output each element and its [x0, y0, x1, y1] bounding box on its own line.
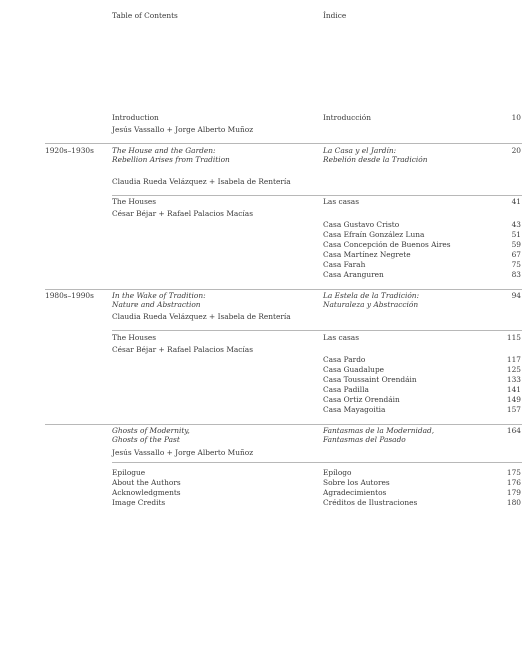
section-3-authors: Jesús Vassallo + Jorge Alberto Muñoz: [112, 448, 254, 457]
house-page: 59: [511, 240, 521, 249]
section-1-houses-en: The Houses: [112, 197, 157, 206]
house-page: 141: [506, 385, 521, 394]
house-page: 117: [506, 355, 521, 364]
house-page: 51: [511, 230, 521, 239]
section-3-title-es-1: Fantasmas de la Modernidad,: [323, 426, 435, 435]
house-page: 133: [506, 375, 521, 384]
toc-heading-es: Índice: [323, 11, 347, 20]
section-1-title-es-1: La Casa y el Jardín:: [323, 146, 397, 155]
intro-authors: Jesús Vassallo + Jorge Alberto Muñoz: [112, 125, 254, 134]
house-page: 157: [506, 405, 521, 414]
section-3-title-es-2: Fantasmas del Pasado: [323, 435, 406, 444]
back-matter-page: 180: [506, 498, 521, 507]
back-matter-en: Epilogue: [112, 468, 146, 477]
house-page: 67: [511, 250, 521, 259]
back-matter-page: 175: [506, 468, 521, 477]
house-name: Casa Martínez Negrete: [323, 250, 411, 259]
house-page: 43: [511, 220, 521, 229]
section-2-title-en-2: Nature and Abstraction: [112, 300, 201, 309]
intro-title-en: Introduction: [112, 113, 159, 122]
section-1-rule: [45, 143, 522, 144]
section-1-period: 1920s–1930s: [45, 146, 94, 155]
back-matter-rule: [112, 462, 522, 463]
house-name: Casa Farah: [323, 260, 366, 269]
section-2-period: 1980s–1990s: [45, 291, 94, 300]
house-name: Casa Toussaint Orendáin: [323, 375, 417, 384]
back-matter-en: Image Credits: [112, 498, 166, 507]
section-1-title-en-2: Rebellion Arises from Tradition: [112, 155, 230, 164]
section-2-authors: Claudia Rueda Velázquez + Isabela de Rentería: [112, 312, 291, 321]
house-page: 125: [506, 365, 521, 374]
section-1-houses-page: 41: [511, 197, 521, 206]
intro-page: 10: [511, 113, 521, 122]
house-name: Casa Pardo: [323, 355, 366, 364]
section-1-page: 20: [511, 146, 521, 155]
house-name: Casa Concepción de Buenos Aires: [323, 240, 451, 249]
section-2-page: 94: [511, 291, 521, 300]
house-name: Casa Padilla: [323, 385, 369, 394]
house-name: Casa Gustavo Cristo: [323, 220, 400, 229]
section-3-title-en-2: Ghosts of the Past: [112, 435, 180, 444]
section-3-title-en-1: Ghosts of Modernity,: [112, 426, 190, 435]
section-2-title-es-1: La Estela de la Tradición:: [323, 291, 420, 300]
house-name: Casa Efraín González Luna: [323, 230, 425, 239]
section-2-title-es-2: Naturaleza y Abstracción: [323, 300, 419, 309]
section-2-houses-page: 115: [506, 333, 521, 342]
section-2-rule: [45, 289, 522, 290]
house-page: 149: [506, 395, 521, 404]
section-1-houses-es: Las casas: [323, 197, 359, 206]
section-1-title-es-2: Rebelión desde la Tradición: [323, 155, 428, 164]
house-page: 75: [511, 260, 521, 269]
section-1-houses-rule: [112, 195, 522, 196]
back-matter-en: About the Authors: [112, 478, 181, 487]
back-matter-es: Agradecimientos: [323, 488, 387, 497]
back-matter-es: Sobre los Autores: [323, 478, 390, 487]
intro-title-es: Introducción: [323, 113, 371, 122]
house-name: Casa Ortiz Orendáin: [323, 395, 400, 404]
section-3-page: 164: [506, 426, 521, 435]
section-2-houses-en: The Houses: [112, 333, 157, 342]
back-matter-page: 179: [506, 488, 521, 497]
house-name: Casa Mayagoitia: [323, 405, 386, 414]
section-1-houses-authors: César Béjar + Rafael Palacios Macías: [112, 209, 253, 218]
house-page: 83: [511, 270, 521, 279]
section-3-rule: [45, 424, 522, 425]
section-2-houses-authors: César Béjar + Rafael Palacios Macías: [112, 345, 253, 354]
section-1-authors: Claudia Rueda Velázquez + Isabela de Rentería: [112, 177, 291, 186]
section-2-houses-es: Las casas: [323, 333, 359, 342]
section-2-houses-rule: [112, 330, 522, 331]
toc-heading-en: Table of Contents: [112, 11, 178, 20]
section-2-title-en-1: In the Wake of Tradition:: [112, 291, 206, 300]
back-matter-page: 176: [506, 478, 521, 487]
house-name: Casa Guadalupe: [323, 365, 385, 374]
section-1-title-en-1: The House and the Garden:: [112, 146, 216, 155]
back-matter-es: Créditos de Ilustraciones: [323, 498, 418, 507]
back-matter-es: Epílogo: [323, 468, 352, 477]
back-matter-en: Acknowledgments: [112, 488, 181, 497]
house-name: Casa Aranguren: [323, 270, 384, 279]
